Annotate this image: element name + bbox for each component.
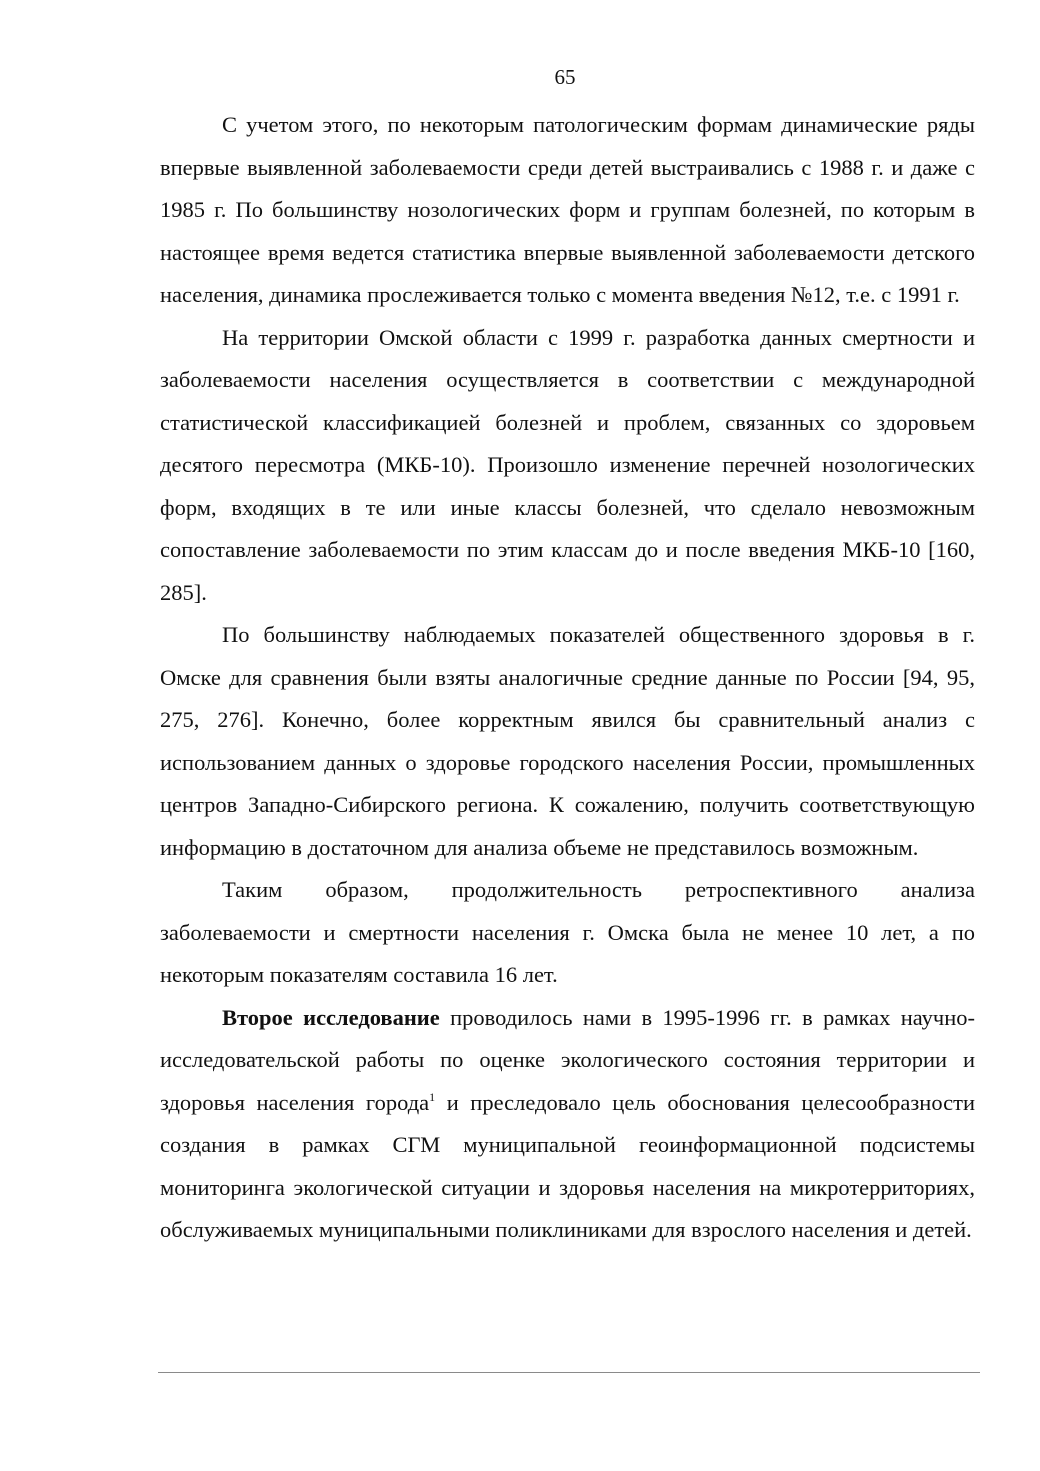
paragraph-text: проводилось нами в 1995-1996 гг. в рамках научно-исследовательской работы по оценке экологического состояния территории и здоровья населения города <box>160 1004 975 1115</box>
footnote-reference: 1 <box>429 1089 436 1104</box>
page-number: 65 <box>554 65 576 89</box>
paragraph: С учетом этого, по некоторым патологическим формам динамические ряды впервые выявленной заболеваемости среди детей выстраивались с 1988 г. и даже с 1985 г. По большинству нозологических форм и группам болезней, по которым в настоящее время ведется статистика впервые выявленной заболеваемости детского населения, динамика прослеживается только с момента введения №12, т.е. с 1991 г. <box>160 112 975 307</box>
bold-lead-phrase: Второе исследование <box>222 1004 440 1030</box>
paragraph: На территории Омской области с 1999 г. разработка данных смертности и заболеваемости населения осуществляется в соответствии с международной статистической классификацией болезней и проблем, связанных со здоровьем десятого пересмотра (МКБ-10). Произошло изменение перечней нозологических форм, входящих в те или иные классы болезней, что сделало невозможным сопоставление заболеваемости по этим классам до и после введения МКБ-10 [160, 285]. <box>160 324 975 605</box>
paragraph-text: и преследовало цель обоснования целесообразности создания в рамках СГМ муниципальной геоинформационной подсистемы мониторинга экологической ситуации и здоровья населения на микротерриториях, обслуживаемых муниципальными поликлиниками для взрослого населения и детей. <box>160 1089 976 1242</box>
paragraph: Таким образом, продолжительность ретроспективного анализа заболеваемости и смертности населения г. Омска была не менее 10 лет, а по некоторым показателям составила 16 лет. <box>160 877 975 987</box>
text-body <box>160 104 975 1252</box>
paragraph: По большинству наблюдаемых показателей общественного здоровья в г. Омске для сравнения были взяты аналогичные средние данные по России [94, 95, 275, 276]. Конечно, более корректным явился бы сравнительный анализ с использованием данных о здоровье городского населения России, промышленных центров Западно-Сибирского региона. К сожалению, получить соответствующую информацию в достаточном для анализа объеме не представилось возможным. <box>160 622 975 860</box>
footnote-separator <box>158 1372 980 1373</box>
paragraph-second-study <box>160 997 975 1252</box>
